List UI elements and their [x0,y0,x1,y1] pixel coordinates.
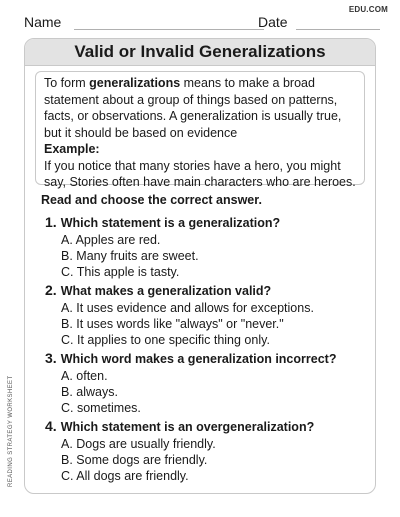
example-label-text: Example: [44,142,100,156]
question-2-text: What makes a generalization valid? [60,284,272,298]
date-line [296,29,380,30]
worksheet-title: Valid or Invalid Generalizations [25,39,375,66]
side-label: READING STRATEGY WORKSHEET [8,375,14,487]
intro-box [35,71,365,189]
question-3-option-c[interactable]: C. sometimes. [61,401,141,415]
worksheet-card [24,38,376,494]
question-2-option-b[interactable]: B. It uses words like "always" or "never." [61,317,284,331]
question-2-option-a[interactable]: A. It uses evidence and allows for exceptions. [61,301,314,315]
question-4-option-c[interactable]: C. All dogs are friendly. [61,469,189,483]
question-4-option-b[interactable]: B. Some dogs are friendly. [61,453,208,467]
question-2-head [45,282,369,300]
question-1-number: 1. [45,214,57,230]
name-date-row [24,14,380,34]
name-line [74,29,264,30]
intro-rest: means to make a broad statement about a group of things based on patterns, facts, or observations. A generalization is usually true, but it should be based on evidence [44,76,342,140]
question-3-number: 3. [45,350,57,366]
question-3-option-b[interactable]: B. always. [61,385,118,399]
question-1-option-b[interactable]: B. Many fruits are sweet. [61,249,199,263]
intro-paragraph [44,75,356,141]
question-4-text: Which statement is an overgeneralization? [60,420,315,434]
question-4-number: 4. [45,418,57,434]
name-label: Name [24,14,62,30]
question-3-option-a[interactable]: A. often. [61,369,108,383]
intro-bold-word: generalizations [89,76,181,90]
question-1-option-a[interactable]: A. Apples are red. [61,233,161,247]
example-label [44,141,356,158]
question-1-option-c[interactable]: C. This apple is tasty. [61,265,180,279]
question-3-head [45,350,369,368]
question-1-text: Which statement is a generalization? [60,216,281,230]
question-3-text: Which word makes a generalization incorrect? [60,352,337,366]
question-1 [45,214,369,280]
brand-logo: EDU.COM [348,5,388,14]
question-2-option-c[interactable]: C. It applies to one specific thing only. [61,333,270,347]
question-2-number: 2. [45,282,57,298]
question-4 [45,418,369,484]
intro-prefix: To form [44,76,90,90]
example-text: If you notice that many stories have a hero, you might say, Stories often have main characters who are heroes. [44,158,356,189]
question-2 [45,282,369,348]
question-4-option-a[interactable]: A. Dogs are usually friendly. [61,437,216,451]
instruction: Read and choose the correct answer. [41,193,262,207]
question-4-head [45,418,369,436]
question-3 [45,350,369,416]
date-label: Date [258,14,288,30]
question-1-head [45,214,369,232]
